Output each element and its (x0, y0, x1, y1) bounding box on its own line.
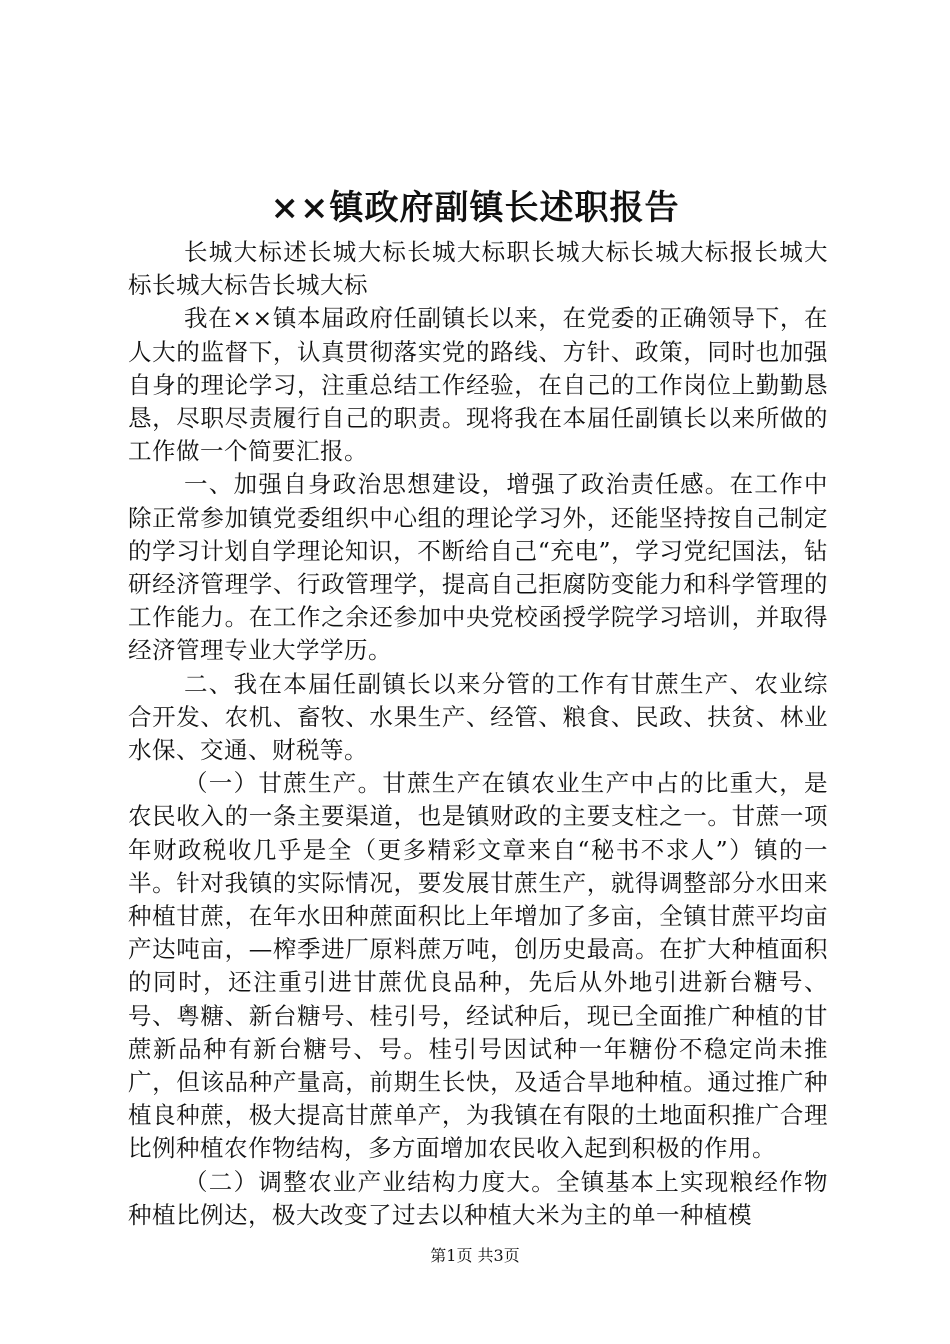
page-number-footer: 第1页 共3页 (430, 1246, 520, 1265)
paragraph-intro: 我在××镇本届政府任副镇长以来，在党委的正确领导下，在人大的监督下，认真贯彻落实党的路线、方针、政策，同时也加强自身的理论学习，注重总结工作经验，在自己的工作岗位上勤勤恳恳，尽职尽责履行自己的职责。现将我在本届任副镇长以来所做的工作做一个简要汇报。 (128, 304, 828, 466)
paragraph-section-2: 二、我在本届任副镇长以来分管的工作有甘蔗生产、农业综合开发、农机、畜牧、水果生产、经管、粮食、民政、扶贫、林业水保、交通、财税等。 (128, 669, 828, 765)
paragraph-section-1: 一、加强自身政治思想建设，增强了政治责任感。在工作中除正常参加镇党委组织中心组的理论学习外，还能坚持按自己制定的学习计划自学理论知识，不断给自己“充电”，学习党纪国法，钻研经济管理学、行政管理学，提高自己拒腐防变能力和科学管理的工作能力。在工作之余还参加中央党校函授学院学习培训，并取得经济管理专业大学学历。 (128, 470, 828, 665)
document-body (128, 236, 828, 1232)
paragraph-subsection-1: （一）甘蔗生产。甘蔗生产在镇农业生产中占的比重大，是农民收入的一条主要渠道，也是镇财政的主要支柱之一。甘蔗一项年财政税收几乎是全（更多精彩文章来自“秘书不求人”）镇的一半。针对我镇的实际情况，要发展甘蔗生产，就得调整部分水田来种植甘蔗，在年水田种蔗面积比上年增加了多亩，全镇甘蔗平均亩产达吨亩，—榨季进厂原料蔗万吨，创历史最高。在扩大种植面积的同时，还注重引进甘蔗优良品种，先后从外地引进新台糖号、号、粤糖、新台糖号、桂引号，经试种后，现已全面推广种植的甘蔗新品种有新台糖号、号。桂引号因试种一年糖份不稳定尚未推广，但该品种产量高，前期生长快，及适合旱地种植。通过推广种植良种蔗，极大提高甘蔗单产，为我镇在有限的土地面积推广合理比例种植农作物结构，多方面增加农民收入起到积极的作用。 (128, 769, 828, 1163)
paragraph-subsection-2: （二）调整农业产业结构力度大。全镇基本上实现粮经作物种植比例达，极大改变了过去以种植大米为主的单一种植模 (128, 1167, 828, 1229)
paragraph-subtitle: 长城大标述长城大标长城大标职长城大标长城大标报长城大标长城大标告长城大标 (128, 238, 828, 300)
document-title: ××镇政府副镇长述职报告 (270, 188, 680, 228)
